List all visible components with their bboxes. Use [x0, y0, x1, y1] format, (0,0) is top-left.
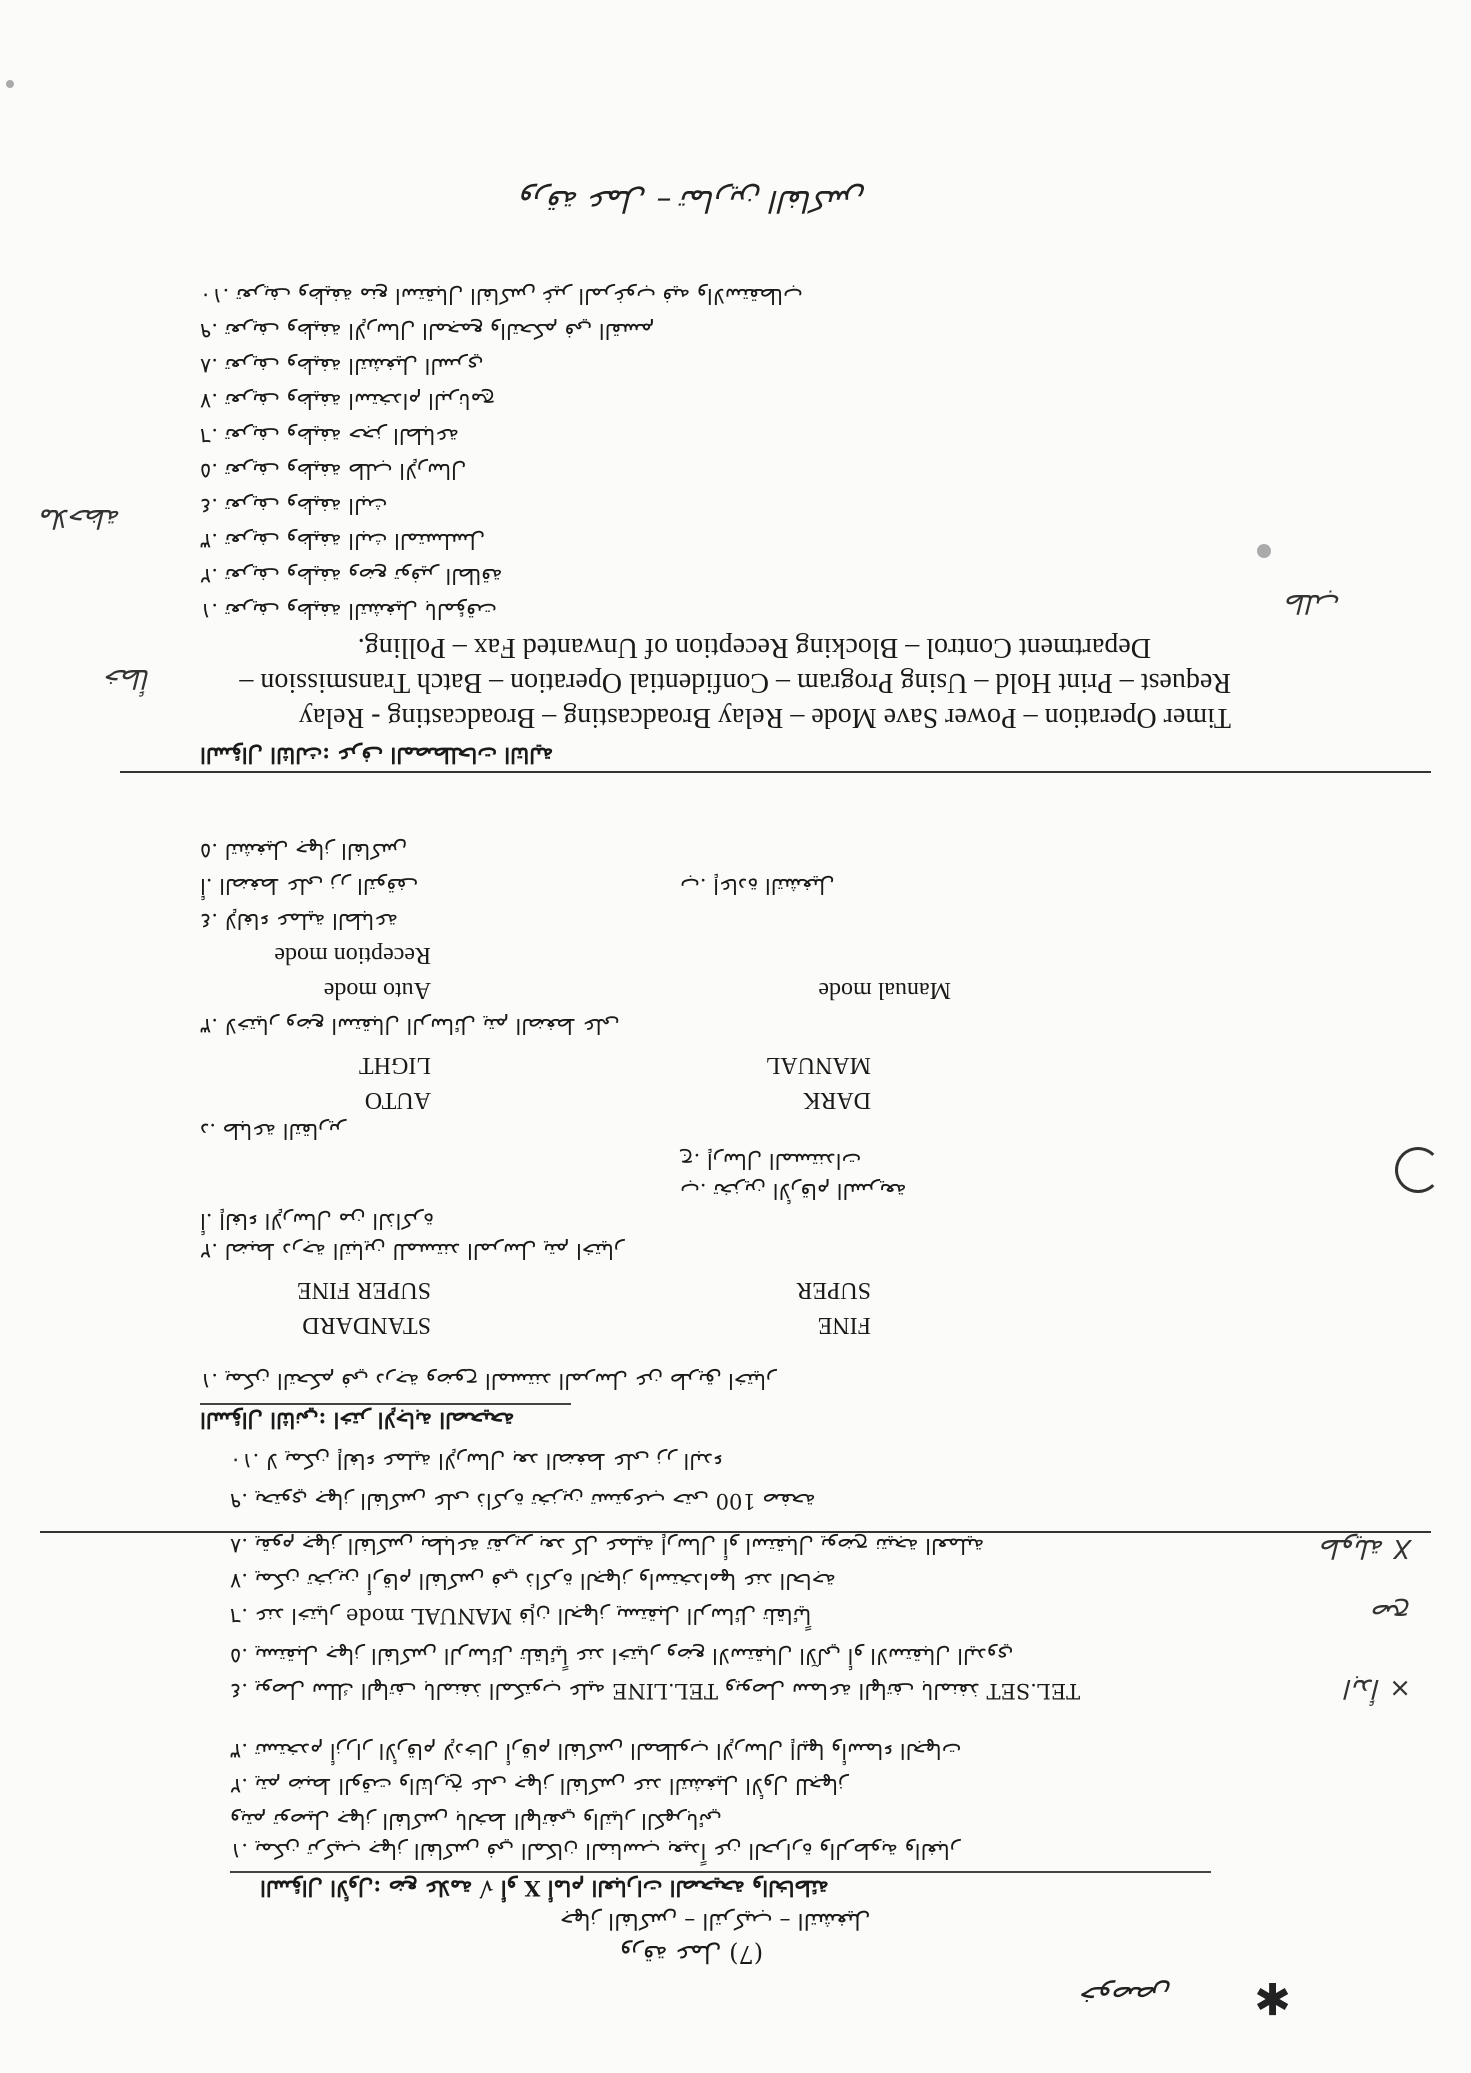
s3-item-6: ٦. تعريف وظيفة حجز الطباعة [200, 424, 459, 448]
s2-q3-opt-b: Manual mode [818, 977, 951, 1003]
s2-q1-opt-d: SUPER [796, 1277, 871, 1303]
section2-underline [200, 1403, 571, 1405]
section3-divider [120, 771, 1431, 773]
s2-q2-opt-b: DARK [802, 1087, 871, 1113]
s3-item-2: ٢. تعريف وظيفة وضع توفير الطاقة [200, 564, 503, 588]
s3-item-10: ١٠. تعريف وظيفة منع استقبال الفاكس غير المرغوب فيه والاستقطاب [200, 284, 803, 308]
s1-item-2: ٢. يتم ضبط الوقت والتاريخ على جهاز الفاكس عند التشغيل الأول للجهاز [230, 1774, 849, 1798]
section2-title: السؤال الثاني: اختر الإجابة الصحيحة [200, 1408, 515, 1433]
s2-q1-opt-c: SUPER FINE [296, 1277, 431, 1303]
s2-q2-sub-d: د. طباعة التقارير [200, 1119, 346, 1143]
ink-dot [1257, 544, 1271, 558]
footer-handwritten-title: ورقة عمل – تمارين الفاكس [520, 183, 866, 218]
margin-note-2: صح [1372, 1598, 1411, 1628]
s2-q2-opt-c: LIGHT [359, 1052, 431, 1078]
s2-q2-opt-d: MANUAL [765, 1052, 871, 1078]
s1-item-5: ٥. يستقبل جهاز الفاكس الرسائل تلقائياً عند اختيار وضع الاستقبال الآلي أو الاستقبال اليدوي [230, 1644, 1014, 1668]
s2-q5: ٥. لتشغيل جهاز الفاكس [200, 839, 408, 863]
s3-item-5: ٥. تعريف وظيفة طلب الإرسال [200, 459, 467, 483]
crescent-mark-icon [1395, 1147, 1441, 1193]
s2-q1: ١. يمكن التحكم في درجة وضوح المستند المرسل عن طريق اختيار [200, 1369, 777, 1393]
s2-q4-opt-a: أ. الضغط على زر التوقف [200, 874, 419, 898]
margin-note-1: × ابدأ [1345, 1673, 1411, 1703]
s2-q2-sub-b: ب. تخزين الأرقام السريعة [680, 1179, 907, 1203]
s3-terms-line2: Request – Print Hold – Using Program – Confidential Operation – Batch Transmission – [239, 667, 1231, 698]
s1-item-9: ٩. يحتوي جهاز الفاكس على ذاكرة تخزين تستوعب حتى 100 صفحة [230, 1489, 816, 1513]
s1-item-7: ٧. يمكن تخزين أرقام الفاكس في ذاكرة الجهاز واستخدامها عند الحاجة [230, 1569, 836, 1593]
s3-item-7: ٧. تعريف وظيفة استخدام البرنامج [200, 389, 496, 413]
asterisk-icon: ✱ [1254, 1972, 1291, 2023]
s2-q2-sub-c: ج. إرسال المستندات [680, 1149, 862, 1173]
s2-q2-sub-a: أ. إلغاء الإرسال من الذاكرة [200, 1209, 434, 1233]
s2-q2-opt-a: AUTO [364, 1087, 431, 1113]
s3-item-8: ٨. تعريف وظيفة التشغيل السري [200, 354, 484, 378]
s2-q2: ٢. لضبط درجة التباين للمستند المرسل يتم اختيار [200, 1239, 625, 1263]
s2-q3-opt-a: Auto mode [323, 977, 431, 1003]
s2-q3-opt-c: Reception mode [274, 942, 431, 968]
s3-terms-line1: Timer Operation – Power Save Mode – Relay Broadcasting – Broadcasting - Relay [298, 702, 1231, 733]
sheet-title: ورقة عمل (7) [620, 1940, 764, 1968]
section3-title: السؤال الثالث: عرف المصطلحات التالية [200, 743, 554, 768]
s1-item-4: ٤. يوصل سلك الهاتف بالمنفذ المكتوب عليه TEL.LINE ويوصل سماعة الهاتف بالمنفذ TEL.SET [230, 1679, 1081, 1703]
s1-item-1-cont: ويتم توصيل جهاز الفاكس بالخط الهاتفي والتيار الكهربائي [230, 1809, 722, 1833]
s3-item-1: ١. تعريف وظيفة التشغيل بالمؤقت [200, 599, 497, 623]
s3-item-3: ٣. تعريف وظيفة البث المتسلسل [200, 529, 486, 553]
section1-underline [230, 1871, 1211, 1873]
margin-note-3: X طويلة [1321, 1533, 1411, 1563]
s3-item-4: ٤. تعريف وظيفة البث [200, 494, 388, 518]
section1-title: السؤال الأول: ضع علامة √ أو X أمام العبارات الصحيحة والخاطئة [260, 1876, 829, 1901]
s3-item-9: ٩. تعريف وظيفة الإرسال المجمع والتحكم في القسم [200, 319, 655, 343]
s2-q1-opt-a: STANDARD [302, 1312, 431, 1338]
s2-q3: ٣. لاختيار وضع استقبال الرسائل يتم الضغط على [200, 1014, 620, 1038]
s1-item-8: ٨. يقوم جهاز الفاكس بطباعة تقرير بعد كل عملية إرسال أو استقبال يوضح نتيجة العملية [230, 1534, 985, 1558]
subject-title: جهاز الفاكس – التركيب – التشغيل [560, 1908, 871, 1933]
s2-q4: ٤. لإلغاء عملية الطباعة [200, 909, 398, 933]
s2-q4-opt-b: ب. إعادة التشغيل [680, 874, 835, 898]
s2-q1-opt-b: FINE [817, 1312, 871, 1338]
s1-item-10: ١٠. لا يمكن إلغاء عملية الإرسال بعد الضغط على زر البدء [230, 1449, 723, 1473]
s1-item-3: ٣. تستخدم أزرار الأرقام لإدخال أرقام الفاكس المطلوب الإرسال إليها وأسماء الجهات [230, 1739, 962, 1763]
s1-item-1: ١. يمكن تركيب جهاز الفاكس في المكان المناسب بعيداً عن الحرارة والرطوبة والغبار [230, 1839, 960, 1863]
s3-handnote-3: طلب [1286, 588, 1341, 618]
s3-terms-line3: Department Control – Blocking Reception of Unwanted Fax – Polling. [357, 632, 1151, 663]
s3-handnote-2: ملاحظة [40, 503, 121, 533]
s1-item-6: ٦. عند اختيار MANUAL mode فإن الجهاز يستقبل الرسائل تلقائياً [230, 1604, 812, 1628]
section1-divider [40, 1531, 1431, 1533]
s3-handnote-1: خطأ [105, 663, 151, 693]
handwritten-name: خوصص [1081, 1980, 1171, 2013]
